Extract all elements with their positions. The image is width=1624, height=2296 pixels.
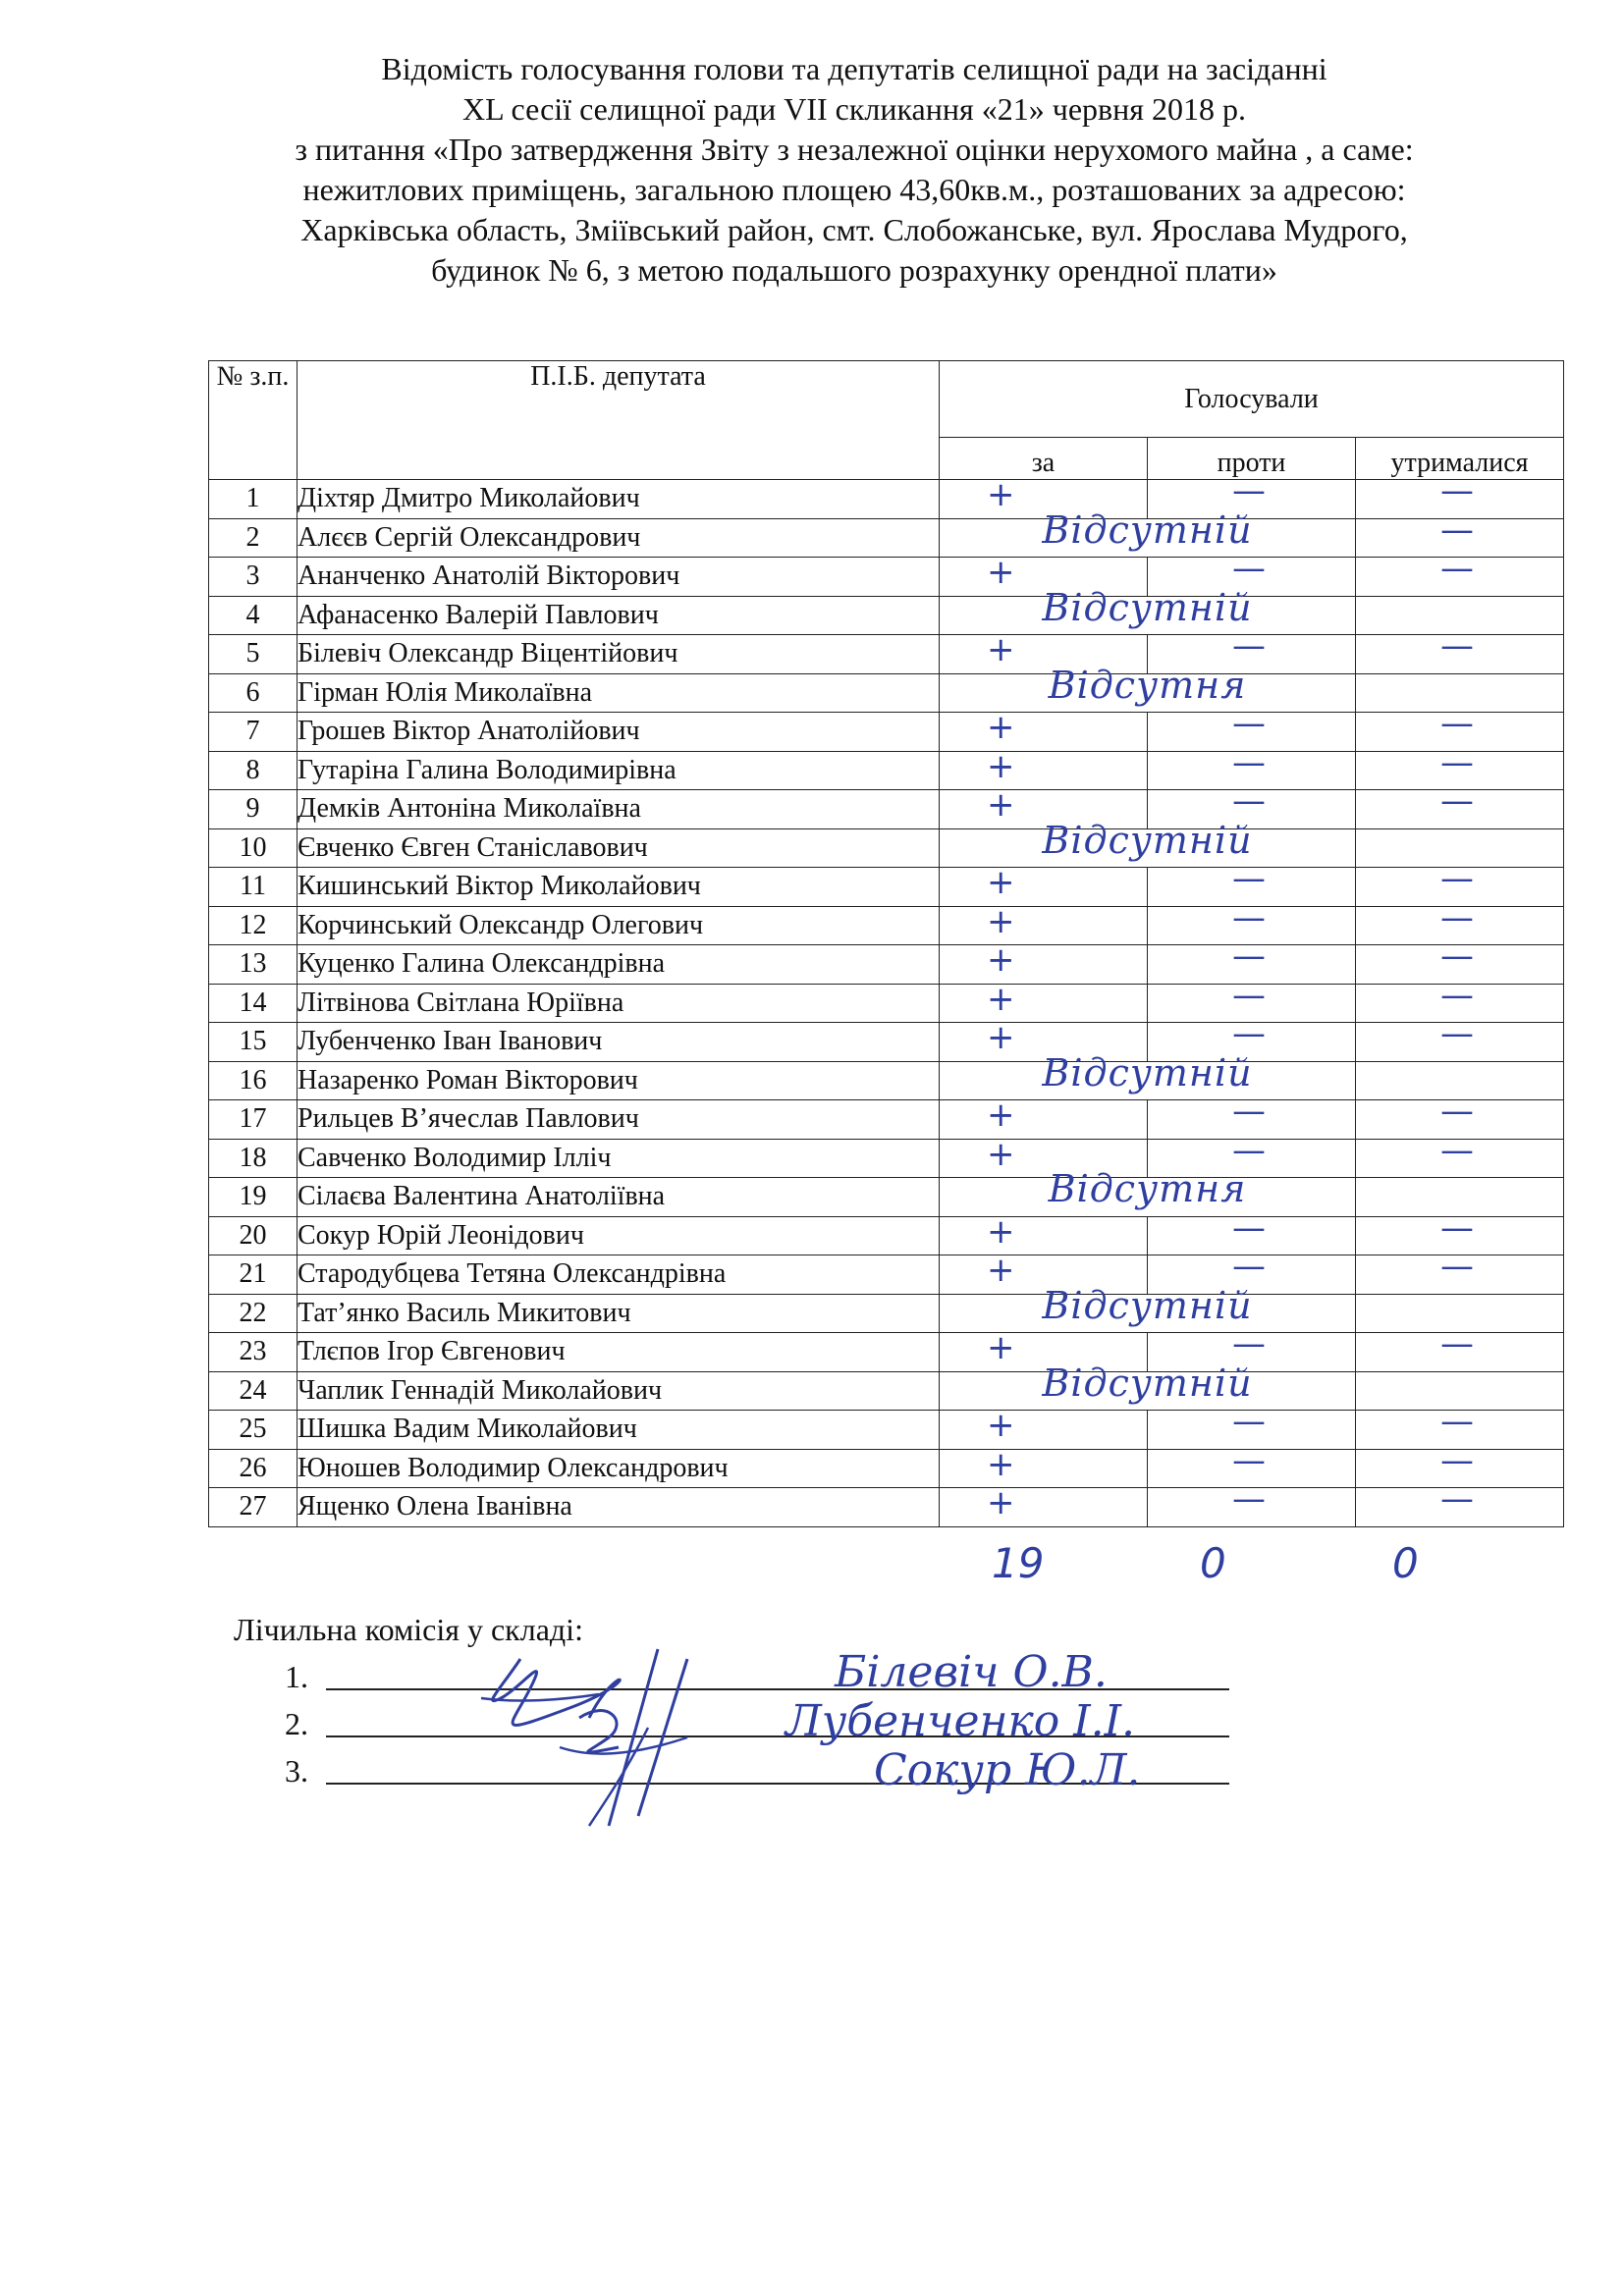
for-cell [940,746,1148,790]
table-row [209,790,1564,829]
row-number: 5 [209,635,298,674]
commission-number-3: 3. [285,1753,308,1789]
deputy-name: Кишинський Віктор Миколайович [298,868,940,907]
commission-number-1: 1. [285,1659,308,1694]
table-row [209,868,1564,907]
row-number: 8 [209,751,298,790]
against-mark: — [1232,936,1266,976]
table-row [209,751,1564,790]
row-number: 26 [209,1449,298,1488]
row-number: 10 [209,828,298,868]
abstained-mark: — [1440,1440,1474,1480]
deputy-name: Білевіч Олександр Віцентійович [298,635,940,674]
table-row [209,558,1564,597]
row-number: 9 [209,790,298,829]
abstained-cell [1356,626,1564,674]
abstained-mark: — [1440,897,1474,937]
table-row [209,1333,1564,1372]
row-number: 17 [209,1100,298,1140]
header-abstained: утрималися [1356,438,1564,480]
against-mark: — [1232,1014,1266,1053]
row-number: 2 [209,518,298,558]
for-mark: + [987,940,1015,980]
row-number: 23 [209,1333,298,1372]
deputy-name: Афанасенко Валерій Павлович [298,596,940,635]
deputy-name: Сокур Юрій Леонідович [298,1216,940,1255]
absent-cell [940,818,1356,868]
for-cell [940,1444,1148,1488]
title-line-2: XL сесії селищної ради VII скликання «21» червня 2018 р. [462,91,1246,127]
against-mark: — [1232,1207,1266,1248]
for-mark: + [987,785,1015,825]
table-row [209,1061,1564,1100]
abstained-cell [1356,781,1564,829]
table-row [209,635,1564,674]
deputy-name: Грошев Віктор Анатолійович [298,713,940,752]
abstained-mark: — [1440,1130,1474,1170]
abstained-cell [1356,1247,1564,1295]
for-cell [940,901,1148,945]
table-row [209,1178,1564,1217]
against-mark: — [1232,1324,1266,1363]
absent-mark: Відсутня [1048,1167,1247,1210]
absent-cell [940,585,1356,635]
table-row [209,1023,1564,1062]
row-number: 21 [209,1255,298,1295]
abstained-mark: — [1440,1324,1474,1363]
for-mark: + [987,1406,1015,1445]
absent-cell [940,1050,1356,1100]
absent-cell [940,1283,1356,1333]
for-mark: + [987,1328,1015,1367]
abstained-mark: — [1440,509,1474,550]
deputy-name: Чаплик Геннадій Миколайович [298,1371,940,1411]
table-row [209,596,1564,635]
abstained-mark: — [1440,626,1474,666]
deputy-name: Назаренко Роман Вікторович [298,1061,940,1100]
abstained-cell [1356,1014,1564,1062]
deputy-name: Літвінова Світлана Юріївна [298,984,940,1023]
vote-totals [0,1539,1624,1598]
abstained-mark: — [1440,1247,1474,1286]
abstained-mark: — [1440,549,1474,588]
total-for: 19 [992,1539,1045,1587]
for-cell [940,708,1148,752]
row-number: 4 [209,596,298,635]
title-line-5: Харківська область, Зміївський район, смт. Слобожанське, вул. Ярослава Мудрого, [300,212,1408,247]
row-number: 1 [209,480,298,519]
against-mark: — [1232,1440,1266,1480]
row-number: 19 [209,1178,298,1217]
deputy-name: Діхтяр Дмитро Миколайович [298,480,940,519]
commission-number-2: 2. [285,1706,308,1741]
table-row [209,518,1564,558]
against-mark: — [1232,897,1266,937]
for-cell [940,1211,1148,1255]
row-number: 22 [209,1294,298,1333]
against-mark: — [1232,549,1266,588]
for-mark: + [987,1251,1015,1290]
row-number: 27 [209,1488,298,1527]
for-cell [940,940,1148,985]
against-mark: — [1232,1130,1266,1170]
row-number: 13 [209,945,298,985]
for-mark: + [987,475,1015,514]
header-for: за [940,438,1148,480]
for-mark: + [987,1018,1015,1057]
header-number: № з.п. [209,361,298,480]
for-cell [940,1406,1148,1450]
absent-cell [940,507,1356,558]
commission-member-1: Білевіч О.В. [835,1647,1108,1697]
voting-table [208,360,1564,1527]
absent-cell [940,1361,1356,1411]
table-row [209,1216,1564,1255]
abstained-cell [1356,1324,1564,1372]
commission-line-1 [285,1659,324,1695]
commission-line-3 [285,1753,324,1789]
for-mark: + [987,630,1015,669]
table-row [209,1488,1564,1527]
against-mark: — [1232,626,1266,666]
against-mark: — [1232,471,1266,510]
abstained-mark: — [1440,704,1474,743]
commission-label: Лічильна комісія у складі: [234,1612,583,1647]
for-cell [940,1095,1148,1140]
table-row [209,906,1564,945]
abstained-cell [1356,1130,1564,1178]
for-cell [940,979,1148,1023]
deputy-name: Гутаріна Галина Володимирівна [298,751,940,790]
against-cell [1148,1479,1356,1527]
abstained-mark: — [1440,742,1474,782]
table-row [209,984,1564,1023]
for-mark: + [987,746,1015,786]
table-row [209,1255,1564,1295]
abstained-cell [1356,1479,1564,1527]
absent-cell [940,663,1356,713]
against-mark: — [1232,975,1266,1015]
row-number: 11 [209,868,298,907]
row-number: 16 [209,1061,298,1100]
deputy-name: Демків Антоніна Миколаївна [298,790,940,829]
for-mark: + [987,863,1015,902]
table-row [209,480,1564,519]
table-row [209,1294,1564,1333]
abstained-mark: — [1440,471,1474,510]
deputy-name: Стародубцева Тетяна Олександрівна [298,1255,940,1295]
absent-mark: Відсутній [1042,1283,1253,1327]
row-number: 20 [209,1216,298,1255]
table-row [209,673,1564,713]
for-mark: + [987,1095,1015,1135]
deputy-name: Куценко Галина Олександрівна [298,945,940,985]
against-mark: — [1232,1402,1266,1441]
table-body [209,471,1564,1527]
against-mark: — [1232,859,1266,898]
deputy-name: Гірман Юлія Миколаївна [298,673,940,713]
against-mark: — [1232,1247,1266,1286]
abstained-mark: — [1440,1402,1474,1441]
commission-line-2 [285,1706,324,1742]
abstained-cell [1356,549,1564,597]
table-row [209,713,1564,752]
absent-mark: Відсутній [1042,507,1253,552]
against-mark: — [1232,1092,1266,1131]
table-row [209,1449,1564,1488]
deputy-name: Сілаєва Валентина Анатоліївна [298,1178,940,1217]
deputy-name: Тат’янко Василь Микитович [298,1294,940,1333]
deputy-name: Лубенченко Іван Іванович [298,1023,940,1062]
deputy-name: Ященко Олена Іванівна [298,1488,940,1527]
document-title [196,49,1512,291]
deputy-name: Савченко Володимир Ілліч [298,1139,940,1178]
deputy-name: Алєєв Сергій Олександрович [298,518,940,558]
deputy-name: Шишка Вадим Миколайович [298,1411,940,1450]
for-mark: + [987,1444,1015,1484]
for-mark: + [987,901,1015,941]
total-against: 0 [1200,1539,1226,1587]
absent-mark: Відсутній [1042,1050,1253,1095]
table-row [209,1100,1564,1140]
absent-mark: Відсутня [1048,663,1247,707]
abstained-mark: — [1440,975,1474,1015]
abstained-mark: — [1440,1014,1474,1053]
against-mark: — [1232,742,1266,782]
for-mark: + [987,979,1015,1019]
abstained-mark: — [1440,1207,1474,1248]
deputy-name: Ананченко Анатолій Вікторович [298,558,940,597]
for-mark: + [987,1483,1015,1522]
deputy-name: Юношев Володимир Олександрович [298,1449,940,1488]
abstained-mark: — [1440,781,1474,821]
handwritten-signature [461,1629,795,1855]
header-voted: Голосували [940,361,1564,438]
deputy-name: Рильцев В’ячеслав Павлович [298,1100,940,1140]
row-number: 12 [209,906,298,945]
row-number: 24 [209,1371,298,1411]
absent-mark: Відсутній [1042,1361,1253,1405]
against-mark: — [1232,1479,1266,1519]
table-row [209,945,1564,985]
table-row [209,1411,1564,1450]
commission-member-3: Сокур Ю.Л. [874,1745,1141,1795]
table-row [209,1139,1564,1178]
against-mark: — [1232,704,1266,743]
deputy-name: Євченко Євген Станіславович [298,828,940,868]
title-line-6: будинок № 6, з метою подальшого розрахунку орендної плати» [431,252,1277,288]
for-mark: + [987,708,1015,747]
title-line-1: Відомість голосування голови та депутатів селищної ради на засіданні [381,51,1327,86]
abstained-mark: — [1440,1092,1474,1131]
for-mark: + [987,1211,1015,1252]
row-number: 14 [209,984,298,1023]
total-abstained: 0 [1392,1539,1419,1587]
deputy-name: Корчинський Олександр Олегович [298,906,940,945]
row-number: 7 [209,713,298,752]
for-cell [940,863,1148,907]
title-line-4: нежитлових приміщень, загальною площею 43,60кв.м., розташованих за адресою: [302,172,1406,207]
absent-cell [940,1167,1356,1217]
row-number: 3 [209,558,298,597]
absent-mark: Відсутній [1042,585,1253,629]
abstained-mark: — [1440,936,1474,976]
header-against: проти [1148,438,1356,480]
table-row [209,1371,1564,1411]
header-name: П.І.Б. депутата [298,361,940,480]
row-number: 6 [209,673,298,713]
table-row [209,828,1564,868]
row-number: 18 [209,1139,298,1178]
row-number: 15 [209,1023,298,1062]
title-line-3: з питання «Про затвердження Звіту з незалежної оцінки нерухомого майна , а саме: [295,132,1414,167]
against-mark: — [1232,781,1266,821]
absent-mark: Відсутній [1042,818,1253,862]
for-cell [940,1483,1148,1527]
deputy-name: Тлєпов Ігор Євгенович [298,1333,940,1372]
row-number: 25 [209,1411,298,1450]
for-mark: + [987,1134,1015,1174]
for-mark: + [987,553,1015,592]
abstained-mark: — [1440,1479,1474,1519]
abstained-mark: — [1440,859,1474,898]
commission-member-2: Лубенченко І.І. [785,1696,1135,1746]
